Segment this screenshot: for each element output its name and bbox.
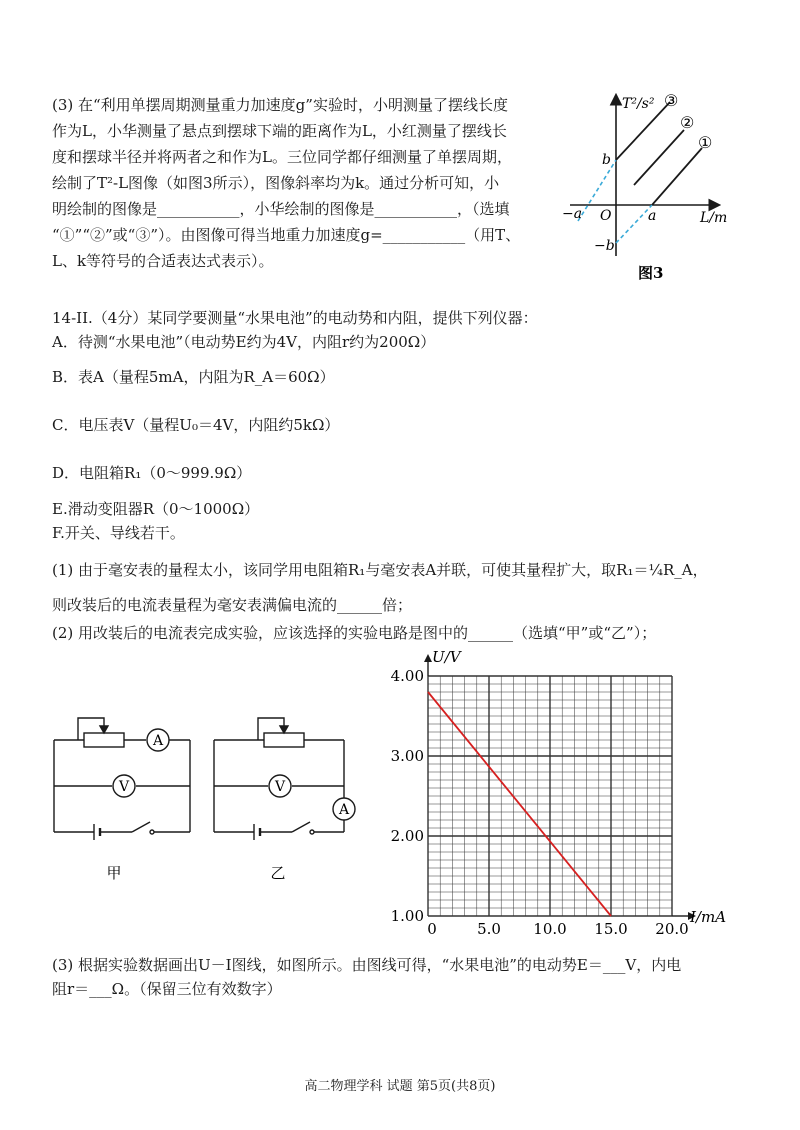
chart-y-tick-label: 4.00	[390, 667, 424, 685]
fig3-neg-b: −b	[594, 238, 615, 254]
page-footer: 高二物理学科 试题 第5页(共8页)	[304, 1079, 496, 1094]
q14-option-a: A．待测“水果电池”（电动势E约为4V，内阻r约为200Ω）	[52, 333, 436, 351]
q14-title: 14-II.（4分）某同学要测量“水果电池”的电动势和内阻，提供下列仪器：	[52, 309, 538, 327]
q3-line-4: 绘制了T²-L图像（如图3所示），图像斜率均为k。通过分析可知，小	[52, 174, 500, 192]
fig3-caption: 图3	[638, 264, 664, 282]
q14-option-f: F.开关、导线若干。	[52, 524, 185, 542]
q14-part2: (2) 用改装后的电流表完成实验，应该选择的实验电路是图中的______（选填“甲”或“乙”）；	[52, 624, 657, 642]
circuit-jia-label: 甲	[106, 864, 122, 882]
fig3-curve-label-3: ③	[664, 91, 679, 110]
fig3-a: a	[648, 208, 657, 224]
chart-y-tick-label: 3.00	[390, 747, 424, 765]
jia-ammeter-label: A	[152, 733, 164, 749]
figure-3	[560, 88, 770, 288]
ui-chart	[360, 640, 727, 940]
q3-line-2: 作为L，小华测量了悬点到摆球下端的距离作为L，小红测量了摆线长	[52, 122, 507, 140]
circuit-diagrams	[48, 700, 368, 890]
q3-line-1: (3) 在“利用单摆周期测量重力加速度g”实验时，小明测量了摆线长度	[52, 96, 508, 114]
yi-ammeter-label: A	[338, 802, 350, 818]
chart-x-tick-label: 0	[427, 920, 437, 938]
chart-x-label: I/mA	[690, 908, 727, 926]
jia-voltmeter-label: V	[118, 779, 130, 795]
chart-y-arrowhead	[424, 654, 432, 662]
q3-line-5: 明绘制的图像是___________，小华绘制的图像是___________，（选填	[52, 200, 510, 218]
q14-part1-line2: 则改装后的电流表量程为毫安表满偏电流的______倍；	[52, 596, 413, 614]
q3-line-6: “①”“②”或“③”）。由图像可得当地重力加速度g=___________（用T、	[52, 226, 521, 244]
yi-voltmeter-label: V	[274, 779, 286, 795]
chart-x-tick-label: 5.0	[477, 920, 501, 938]
circuit-yi-label: 乙	[270, 864, 286, 882]
q14-part1-line1: (1) 由于毫安表的量程太小，该同学用电阻箱R₁与毫安表A并联，可使其量程扩大，取R₁＝¼R_A，	[52, 561, 708, 579]
q14-option-c: C．电压表V（量程U₀＝4V，内阻约5kΩ）	[52, 416, 340, 434]
chart-x-tick-label: 15.0	[594, 920, 628, 938]
chart-x-tick-label: 10.0	[533, 920, 567, 938]
fig3-y-label: T²/s²	[622, 96, 655, 112]
q14-option-e: E.滑动变阻器R（0～1000Ω）	[52, 500, 260, 518]
q14-part3-line2: 阻r＝___Ω。（保留三位有效数字）	[52, 980, 282, 998]
chart-x-tick-label: 20.0	[655, 920, 689, 938]
q3-line-3: 度和摆球半径并将两者之和作为L。三位同学都仔细测量了单摆周期，	[52, 148, 512, 166]
chart-y-label: U/V	[432, 648, 461, 666]
q3-line-7: L、k等符号的合适表达式表示）。	[52, 252, 274, 270]
chart-y-tick-label: 1.00	[390, 907, 424, 925]
q14-option-d: D．电阻箱R₁（0～999.9Ω）	[52, 464, 252, 482]
q14-option-b: B．表A（量程5mA，内阻为R_A＝60Ω）	[52, 368, 335, 386]
chart-y-tick-label: 2.00	[390, 827, 424, 845]
q14-part3-line1: (3) 根据实验数据画出U－I图线，如图所示。由图线可得，“水果电池”的电动势E＝___V，内电	[52, 956, 682, 974]
fig3-origin: O	[600, 208, 612, 224]
fig3-curve-label-2: ②	[680, 113, 695, 132]
fig3-x-label: L/m	[700, 210, 728, 226]
fig3-curve-label-1: ①	[698, 133, 713, 152]
fig3-neg-a: −a	[562, 206, 583, 222]
fig3-b: b	[602, 152, 611, 168]
